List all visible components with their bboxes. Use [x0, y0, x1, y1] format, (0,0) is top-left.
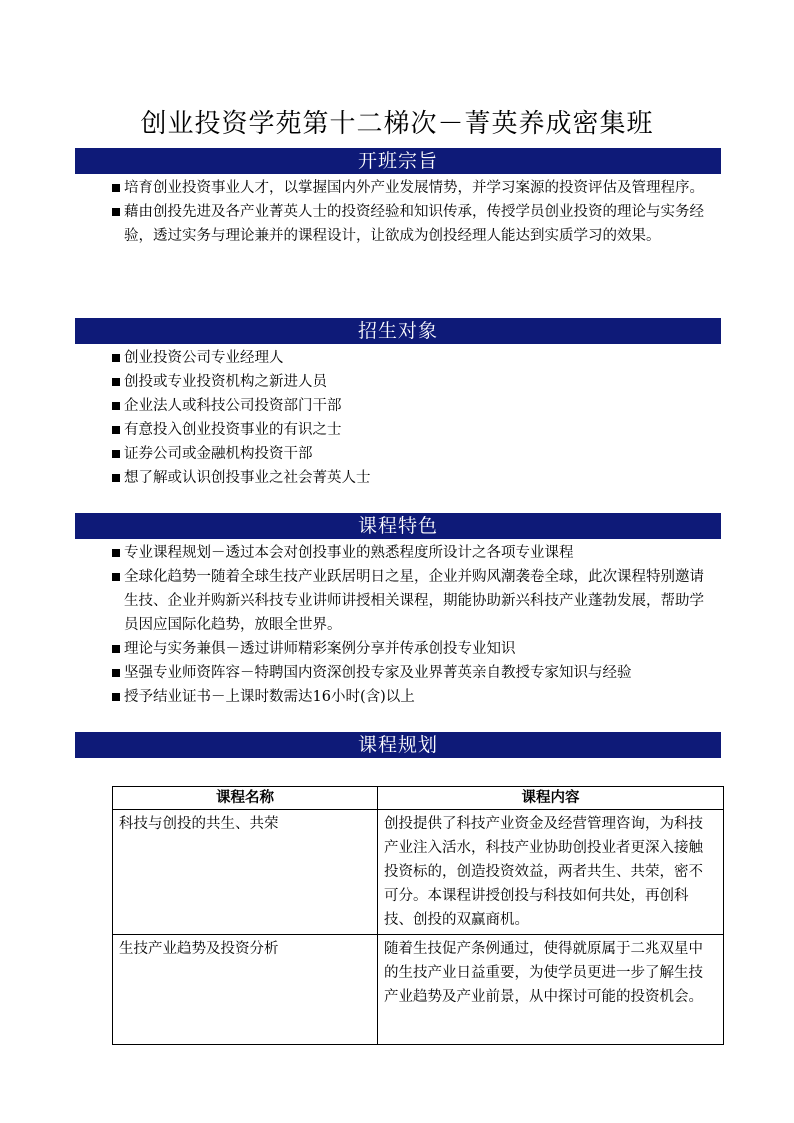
section-heading-plan: 课程规划 — [75, 732, 721, 758]
bullet-square-icon — [112, 474, 120, 482]
list-item-text: 理论与实务兼俱－透过讲师精彩案例分享并传承创投专业知识 — [124, 641, 516, 657]
bullet-square-icon — [112, 402, 120, 410]
column-header-course-name: 课程名称 — [113, 787, 378, 810]
bullet-square-icon — [112, 669, 120, 677]
list-item — [112, 418, 712, 442]
bullet-square-icon — [112, 378, 120, 386]
course-name-cell: 科技与创投的共生、共荣 — [113, 810, 378, 935]
column-header-course-content: 课程内容 — [378, 787, 724, 810]
bullet-square-icon — [112, 426, 120, 434]
table-row — [113, 935, 724, 1045]
section-heading-features: 课程特色 — [75, 513, 721, 539]
bullet-square-icon — [112, 573, 120, 581]
course-content-cell: 随着生技促产条例通过，使得就原属于二兆双星中的生技产业日益重要，为使学员更进一步了解生技产业趋势及产业前景，从中探讨可能的投资机会。 — [378, 935, 724, 1045]
course-plan-table — [112, 786, 724, 1045]
list-item — [112, 565, 712, 637]
section-heading-audience: 招生对象 — [75, 318, 721, 344]
list-item-text: 藉由创投先进及各产业菁英人士的投资经验和知识传承，传授学员创业投资的理论与实务经验，透过实务与理论兼并的课程设计，让欲成为创投经理人能达到实质学习的效果。 — [124, 204, 704, 244]
list-item-text: 有意投入创业投资事业的有识之士 — [124, 422, 342, 438]
list-item — [112, 442, 712, 466]
features-list — [112, 541, 712, 709]
list-item-text: 证券公司或金融机构投资干部 — [124, 446, 313, 462]
list-item-text: 全球化趋势一随着全球生技产业跃居明日之星，企业并购风潮袭卷全球，此次课程特别邀请生技、企业并购新兴科技专业讲师讲授相关课程，期能协助新兴科技产业蓬勃发展，帮助学员因应国际化趋势，放眼全世界。 — [124, 569, 704, 633]
bullet-square-icon — [112, 184, 120, 192]
list-item — [112, 637, 712, 661]
bullet-square-icon — [112, 645, 120, 653]
list-item — [112, 466, 712, 490]
section-heading-purpose: 开班宗旨 — [75, 148, 721, 174]
table-row — [113, 810, 724, 935]
bullet-square-icon — [112, 549, 120, 557]
list-item-text: 企业法人或科技公司投资部门干部 — [124, 398, 342, 414]
table-header-row — [113, 787, 724, 810]
list-item-text: 想了解或认识创投事业之社会菁英人士 — [124, 470, 371, 486]
list-item-text: 培育创业投资事业人才，以掌握国内外产业发展情势，并学习案源的投资评估及管理程序。 — [124, 180, 704, 196]
bullet-square-icon — [112, 693, 120, 701]
list-item-text: 专业课程规划－透过本会对创投事业的熟悉程度所设计之各项专业课程 — [124, 545, 574, 561]
purpose-list — [112, 176, 712, 248]
course-name-cell: 生技产业趋势及投资分析 — [113, 935, 378, 1045]
course-content-cell: 创投提供了科技产业资金及经营管理咨询，为科技产业注入活水，科技产业协助创投业者更深入接触投资标的，创造投资效益，两者共生、共荣，密不可分。本课程讲授创投与科技如何共处，再创科技、创投的双赢商机。 — [378, 810, 724, 935]
document-title: 创业投资学苑第十二梯次－菁英养成密集班 — [140, 109, 654, 139]
list-item — [112, 176, 712, 200]
audience-list — [112, 346, 712, 490]
list-item-text: 创投或专业投资机构之新进人员 — [124, 374, 327, 390]
list-item-text: 坚强专业师资阵容－特聘国内资深创投专家及业界菁英亲自教授专家知识与经验 — [124, 665, 632, 681]
list-item — [112, 370, 712, 394]
bullet-square-icon — [112, 354, 120, 362]
list-item — [112, 394, 712, 418]
list-item — [112, 541, 712, 565]
list-item — [112, 661, 712, 685]
list-item-text: 创业投资公司专业经理人 — [124, 350, 284, 366]
list-item — [112, 346, 712, 370]
list-item — [112, 200, 712, 248]
bullet-square-icon — [112, 450, 120, 458]
list-item-text: 授予结业证书－上课时数需达16小时(含)以上 — [124, 689, 415, 705]
bullet-square-icon — [112, 208, 120, 216]
list-item — [112, 685, 712, 709]
